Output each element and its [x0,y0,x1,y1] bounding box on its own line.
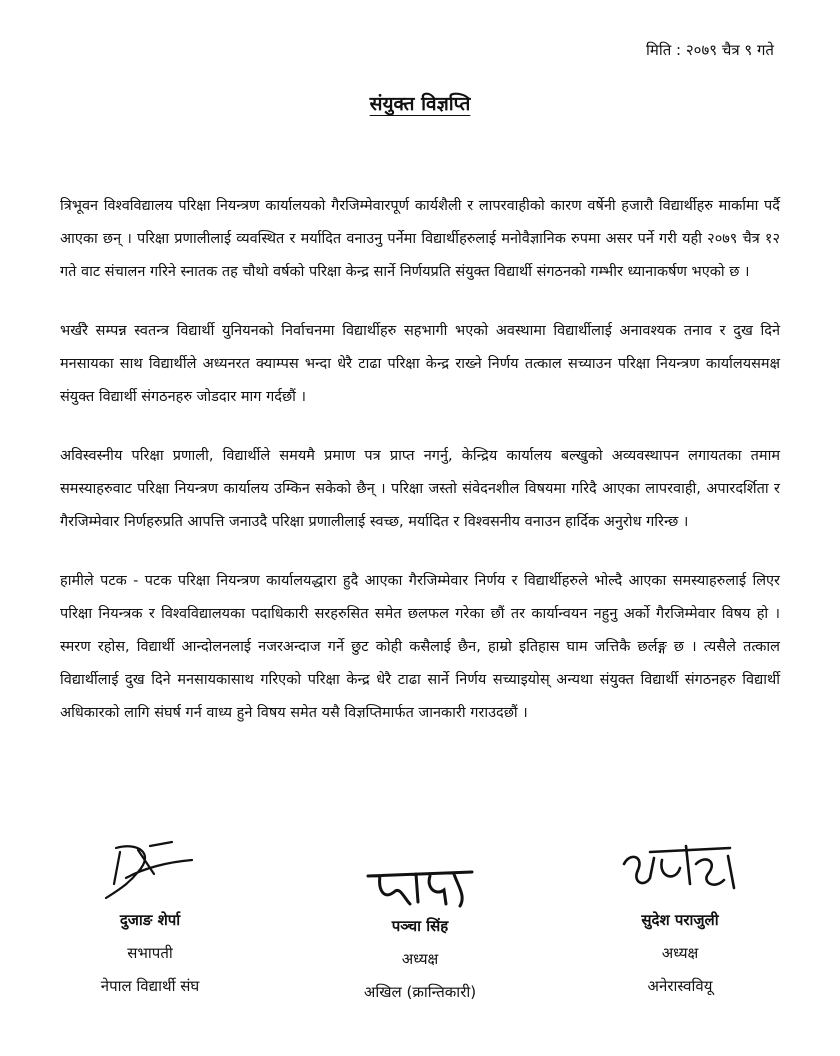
signatory-2-position: अध्यक्ष [401,950,439,968]
signatory-3-organization: अनेरास्ववियू [647,977,713,995]
signatory-1-position: सभापती [127,944,173,962]
signatory-3-position: अध्यक्ष [661,944,699,962]
paragraph-2: भर्खरै सम्पन्न स्वतन्त्र विद्यार्थी युनियनको निर्वाचनमा विद्यार्थीहरु सहभागी भएको अवस्थामा विद्यार्थीलाई अनावश्यक तनाव र दुख दिने मनसायका साथ विद्यार्थीले अध्यनरत क्याम्पस भन्दा धेरै टाढा परिक्षा केन्द्र राख्ने निर्णय तत्काल सच्याउन परिक्षा नियन्त्रण कार्यालयसमक्ष संयुक्त विद्यार्थी संगठनहरु जोडदार माग गर्दछौं । [60,323,780,405]
signatory-2-organization: अखिल (क्रान्तिकारी) [363,983,477,1001]
signatory-1-name: दुजाङ शेर्पा [119,911,181,929]
signature-3-image [610,838,750,904]
document-body [60,190,780,756]
date-line: मिति : २०७९ चैत्र ९ गते [646,41,774,59]
paragraph-1: त्रिभूवन विश्वविद्यालय परिक्षा नियन्त्रण कार्यालयको गैरजिम्मेवारपूर्ण कार्यशैली र लापरवाहीको कारण वर्षेनी हजारौ विद्यार्थीहरु मार्कामा पर्दै आएका छन् । परिक्षा प्रणालीलाई व्यवस्थित र मर्यादित वनाउनु पर्नेमा विद्यार्थीहरुलाई मनोवैज्ञानिक रुपमा असर पर्ने गरी यही २०७९ चैत्र १२ गते वाट संचालन गरिने स्नातक तह चौथो वर्षको परिक्षा केन्द्र सार्ने निर्णयप्रति संयुक्त विद्यार्थी संगठनको गम्भीर ध्यानाकर्षण भएको छ । [60,198,780,280]
signatory-3-name: सुदेश पराजुली [641,911,719,929]
signatory-2-name: पञ्चा सिंह [391,917,449,935]
signatory-1 [40,838,260,1003]
paragraph-3: अविस्वस्नीय परिक्षा प्रणाली, विद्यार्थीले समयमै प्रमाण पत्र प्राप्त नगर्नु, केन्द्रिय कार्यालय बल्खुको अव्यवस्थापन लगायतका तमाम समस्याहरुवाट परिक्षा नियन्त्रण कार्यालय उम्किन सकेको छैन् । परिक्षा जस्तो संवेदनशील विषयमा गरिदै आएका लापरवाही, अपारदर्शिता र गैरजिम्मेवार निर्णहरुप्रति आपत्ति जनाउदै परिक्षा प्रणालीलाई स्वच्छ, मर्यादित र विश्वसनीय वनाउन हार्दिक अनुरोध गरिन्छ । [60,448,780,530]
signatory-1-organization: नेपाल विद्यार्थी संघ [100,977,200,995]
signature-2-image [360,866,480,910]
paragraph-4: हामीले पटक - पटक परिक्षा नियन्त्रण कार्यालयद्धारा हुदै आएका गैरजिम्मेवार निर्णय र विद्यार्थीहरुले भोल्दै आएका समस्याहरुलाई लिएर परिक्षा नियन्त्रक र विश्वविद्यालयका पदाधिकारी सरहरुसित समेत छलफल गरेका छौं तर कार्यान्वयन नहुनु अर्को गैरजिम्मेवार विषय हो । स्मरण रहोस, विद्यार्थी आन्दोलनलाई नजरअन्दाज गर्ने छुट कोही कसैलाई छैन, हाम्रो इतिहास घाम जत्तिकै छर्लङ्ग छ । त्यसैले तत्काल विद्यार्थीलाई दुख दिने मनसायकासाथ गरिएको परिक्षा केन्द्र धेरै टाढा सार्ने निर्णय सच्याइयोस् अन्यथा संयुक्त विद्यार्थी संगठनहरु विद्यार्थी अधिकारको लागि संघर्ष गर्न वाध्य हुने विषय समेत यसै विज्ञप्तिमार्फत जानकारी गराउदछौं । [60,573,780,721]
document-title-text: संयुक्त विज्ञप्ति [369,93,471,115]
signatures-section [0,838,840,1038]
signature-1-image [80,838,220,904]
document-title [0,90,840,116]
signatory-2 [310,866,530,1009]
signatory-3 [570,838,790,1003]
